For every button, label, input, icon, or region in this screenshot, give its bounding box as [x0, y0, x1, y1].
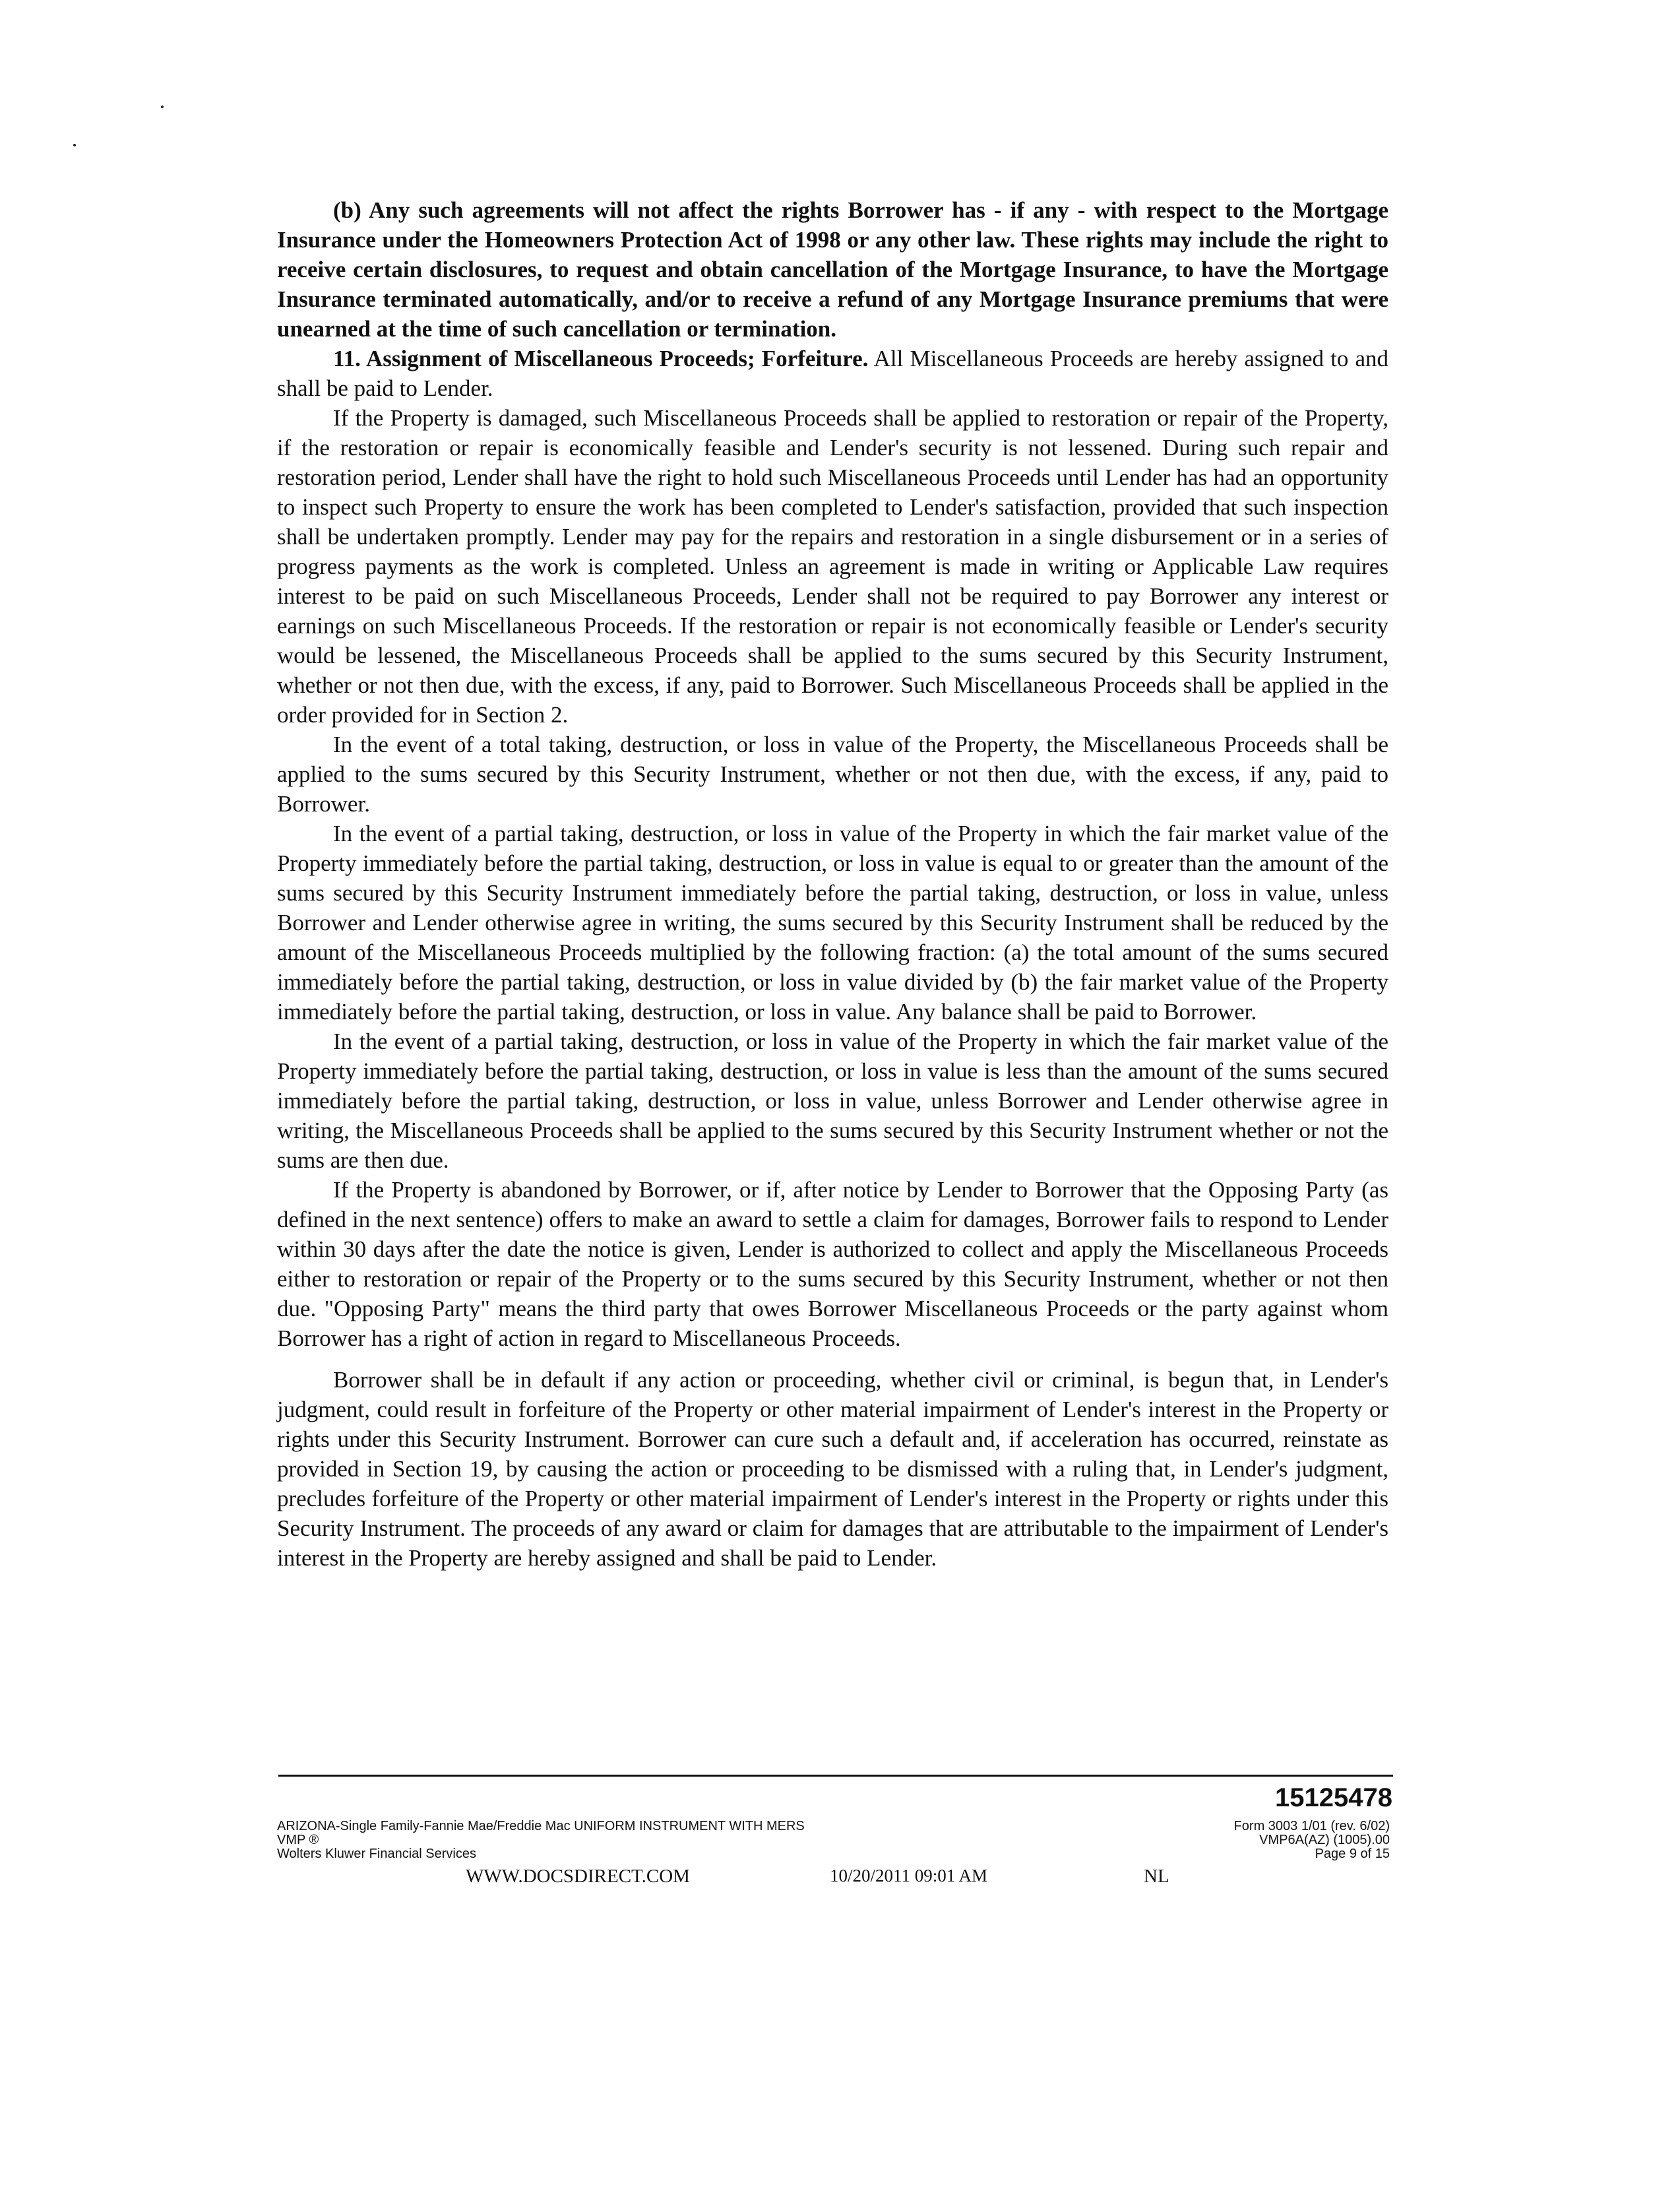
paragraph-text: In the event of a partial taking, destruction, or loss in value of the Property in which the fair market value of the Property immediately before the partial taking, destruction, or loss in value is equal to or greater than the amount of the sums secured by this Security Instrument immediately before the partial taking, destruction, or loss in value, unless Borrower and Lender otherwise agree in writing, the sums secured by this Security Instrument shall be reduced by the amount of the Miscellaneous Proceeds multiplied by the following fraction: (a) the total amount of the sums secured immediately before the partial taking, destruction, or loss in value divided by (b) the fair market value of the Property immediately before the partial taking, destruction, or loss in value. Any balance shall be paid to Borrower. — [277, 821, 1388, 1025]
paragraph-abandoned-property — [277, 1175, 1388, 1353]
paragraph-text: In the event of a total taking, destruction, or loss in value of the Property, the Miscellaneous Proceeds shall be applied to the sums secured by this Security Instrument, whether or not then due, with the excess, if any, paid to Borrower. — [277, 732, 1388, 817]
paragraph-property-damaged — [277, 403, 1388, 730]
paragraph-partial-taking-less — [277, 1027, 1388, 1175]
footer-vmp-code: VMP6A(AZ) (1005).00 — [1259, 1833, 1390, 1847]
paragraph-default-forfeiture — [277, 1365, 1388, 1573]
paragraph-text: All Miscellaneous Proceeds are hereby assigned to and shall be paid to Lender. — [277, 346, 1388, 401]
footer-initials: NL — [1144, 1866, 1169, 1887]
paragraph-text: Borrower shall be in default if any action or proceeding, whether civil or criminal, is begun that, in Lender's judgment, could result in forfeiture of the Property or other material impairment of Lender's interest in the Property or rights under this Security Instrument. Borrower can cure such a default and, if acceleration has occurred, reinstate as provided in Section 19, by causing the action or proceeding to be dismissed with a ruling that, in Lender's judgment, precludes forfeiture of the Property or other material impairment of Lender's interest in the Property or rights under this Security Instrument. The proceeds of any award or claim for damages that are attributable to the impairment of Lender's interest in the Property are hereby assigned and shall be paid to Lender. — [277, 1367, 1388, 1571]
footer-publisher: Wolters Kluwer Financial Services — [277, 1847, 476, 1861]
footer-datetime: 10/20/2011 09:01 AM — [830, 1866, 988, 1885]
section-11-heading-paragraph — [277, 344, 1388, 403]
paragraph-text: If the Property is damaged, such Miscellaneous Proceeds shall be applied to restoration or repair of the Property, if the restoration or repair is economically feasible and Lender's security is not lessened. During such repair and restoration period, Lender shall have the right to hold such Miscellaneous Proceeds until Lender has had an opportunity to inspect such Property to ensure the work has been completed to Lender's satisfaction, provided that such inspection shall be undertaken promptly. Lender may pay for the repairs and restoration in a single disbursement or in a series of progress payments as the work is completed. Unless an agreement is made in writing or Applicable Law requires interest to be paid on such Miscellaneous Proceeds, Lender shall not be required to pay Borrower any interest or earnings on such Miscellaneous Proceeds. If the restoration or repair is not economically feasible or Lender's security would be lessened, the Miscellaneous Proceeds shall be applied to the sums secured by this Security Instrument, whether or not then due, with the excess, if any, paid to Borrower. Such Miscellaneous Proceeds shall be applied in the order provided for in Section 2. — [277, 405, 1388, 728]
paragraph-total-taking — [277, 730, 1388, 819]
footer-divider — [278, 1775, 1393, 1777]
document-body — [277, 195, 1388, 1573]
footer-form-number — [1234, 1820, 1390, 1861]
paragraph-text: If the Property is abandoned by Borrower, or if, after notice by Lender to Borrower that the Opposing Party (as defined in the next sentence) offers to make an award to settle a claim for damages, Borrower fails to respond to Lender within 30 days after the date the notice is given, Lender is authorized to collect and apply the Miscellaneous Proceeds either to restoration or repair of the Property or to the sums secured by this Security Instrument, whether or not then due. "Opposing Party" means the third party that owes Borrower Miscellaneous Proceeds or the party against whom Borrower has a right of action in regard to Miscellaneous Proceeds. — [277, 1177, 1388, 1351]
page-number: Page 9 of 15 — [1315, 1847, 1390, 1861]
paragraph-mortgage-insurance-rights — [277, 195, 1388, 344]
footer-vmp-mark: VMP ® — [277, 1833, 319, 1847]
footer-website: WWW.DOCSDIRECT.COM — [466, 1866, 690, 1887]
footer-form-title: ARIZONA-Single Family-Fannie Mae/Freddie Mac UNIFORM INSTRUMENT WITH MERS — [277, 1819, 805, 1833]
footer-form-info — [277, 1820, 805, 1861]
paragraph-text: In the event of a partial taking, destruction, or loss in value of the Property in which the fair market value of the Property immediately before the partial taking, destruction, or loss in value is less than the amount of the sums secured immediately before the partial taking, destruction, or loss in value, unless Borrower and Lender otherwise agree in writing, the Miscellaneous Proceeds shall be applied to the sums secured by this Security Instrument whether or not the sums are then due. — [277, 1029, 1388, 1173]
paragraph-partial-taking-greater — [277, 819, 1388, 1027]
section-11-heading: 11. Assignment of Miscellaneous Proceeds; Forfeiture. — [333, 346, 869, 371]
scan-speck — [73, 144, 76, 146]
paragraph-text: (b) Any such agreements will not affect the rights Borrower has - if any - with respect to the Mortgage Insurance under the Homeowners Protection Act of 1998 or any other law. These rights may include the right to receive certain disclosures, to request and obtain cancellation of the Mortgage Insurance, to have the Mortgage Insurance terminated automatically, and/or to receive a refund of any Mortgage Insurance premiums that were unearned at the time of such cancellation or termination. — [277, 197, 1388, 342]
footer-form-code: Form 3003 1/01 (rev. 6/02) — [1233, 1819, 1390, 1833]
document-number: 15125478 — [1275, 1783, 1392, 1812]
scan-speck — [161, 106, 164, 108]
